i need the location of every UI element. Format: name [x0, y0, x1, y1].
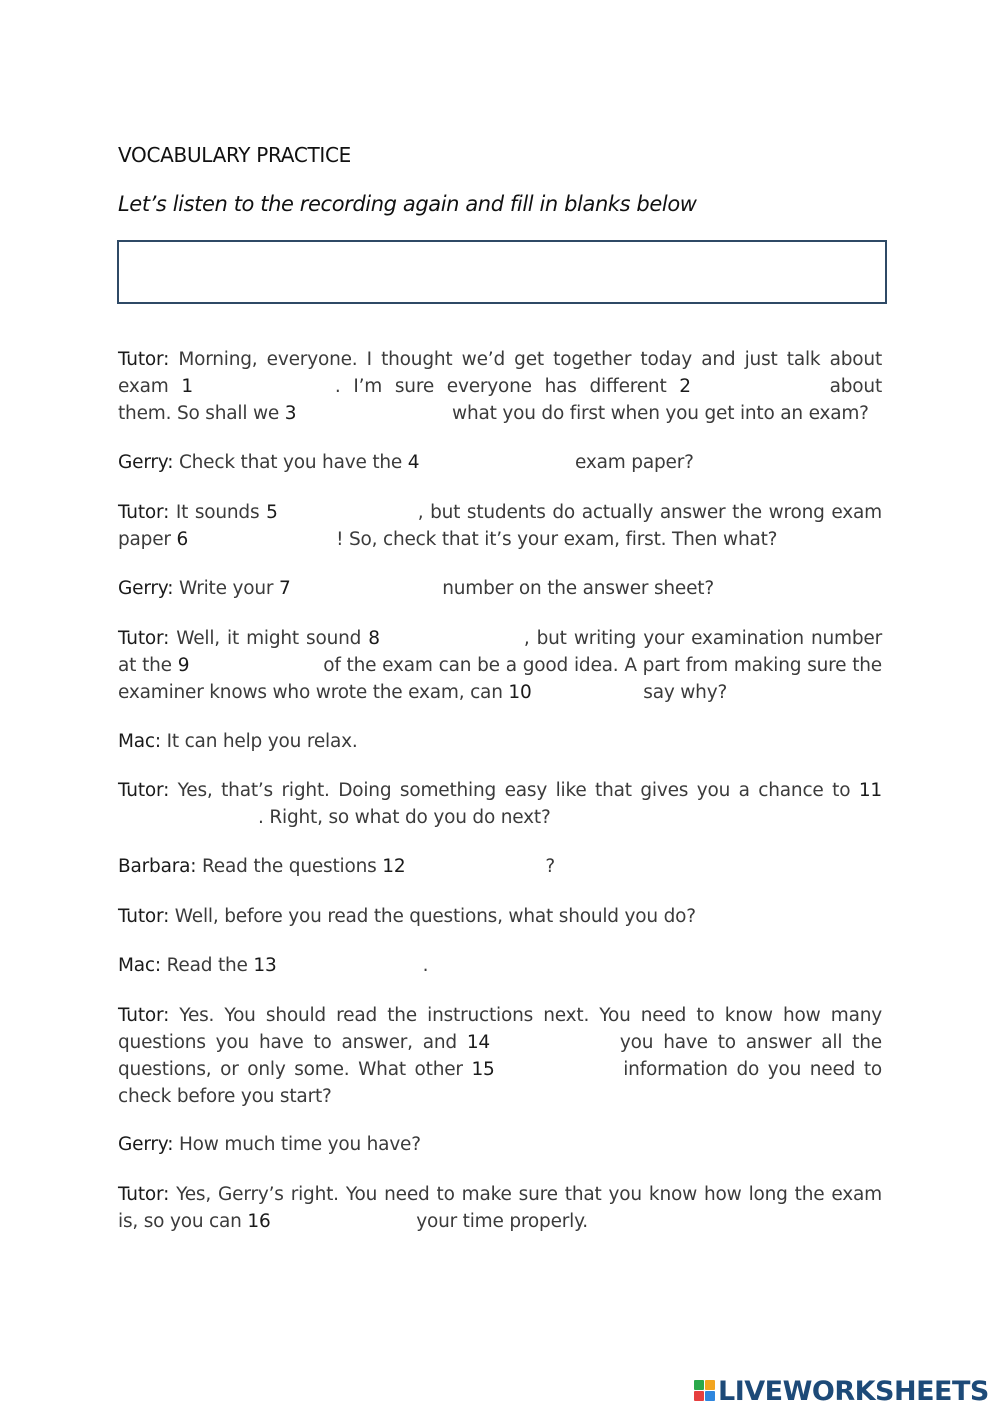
blank-field[interactable]: [189, 657, 317, 679]
dialogue-line: [118, 728, 882, 755]
answer-input-box[interactable]: [117, 240, 887, 304]
blank-number: 14: [466, 1032, 490, 1053]
blank-number: 15: [471, 1059, 495, 1080]
dialogue-line: [118, 625, 882, 706]
dialogue-line: [118, 499, 882, 553]
blank-field[interactable]: [193, 378, 335, 400]
speaker-name: Tutor:: [118, 502, 170, 523]
blank-field[interactable]: [495, 1061, 615, 1083]
line-text: Yes, Gerry’s right. You need to make sure that you know how long the exam is, so you can: [118, 1184, 882, 1232]
blank-field[interactable]: [490, 1034, 610, 1056]
line-text: Yes. You should read the instructions next. You need to know how many questions you have to answer, and: [118, 1005, 882, 1053]
line-text: ! So, check that it’s your exam, first. Then what?: [336, 529, 778, 550]
line-text: of the exam can be a good idea. A part from making sure the examiner knows who wrote the exam, can: [118, 655, 882, 703]
liveworksheets-logo-icon: [694, 1380, 716, 1402]
line-text: Well, it might sound: [176, 628, 362, 649]
speaker-name: Tutor:: [118, 780, 170, 801]
line-text: about them. So shall we: [118, 376, 883, 424]
line-text: It sounds: [175, 502, 260, 523]
line-text: , but writing your examination number at the: [118, 628, 882, 676]
line-text: . I’m sure everyone has different: [334, 376, 667, 397]
blank-field[interactable]: [188, 531, 336, 553]
line-text: , but students do actually answer the wrong exam paper: [118, 502, 882, 550]
blank-number: 5: [266, 502, 278, 523]
speaker-name: Tutor:: [118, 628, 170, 649]
blank-number: 8: [368, 628, 380, 649]
blank-number: 1: [181, 376, 193, 397]
line-text: . Right, so what do you do next?: [258, 807, 551, 828]
blank-field[interactable]: [278, 504, 418, 526]
speaker-name: Tutor:: [118, 1184, 170, 1205]
blank-number: 4: [407, 452, 420, 473]
dialogue-line: [118, 575, 882, 602]
dialogue-line: [118, 1002, 882, 1110]
speaker-name: Mac:: [118, 955, 161, 976]
dialogue-line: [118, 1181, 882, 1235]
line-text: Well, before you read the questions, what should you do?: [174, 906, 696, 927]
dialogue-line: [118, 952, 882, 979]
line-text: Morning, everyone. I thought we’d get together today and just talk about exam: [118, 349, 882, 397]
line-text: Write your: [178, 578, 274, 599]
speaker-name: Tutor:: [118, 349, 170, 370]
blank-number: 16: [247, 1211, 271, 1232]
line-text: your time properly.: [416, 1211, 588, 1232]
instruction-text: Let’s listen to the recording again and fill in blanks below: [118, 192, 697, 216]
line-text: exam paper?: [575, 452, 694, 473]
blank-number: 2: [679, 376, 691, 397]
blank-number: 6: [176, 529, 189, 550]
line-text: Yes, that’s right. Doing something easy like that gives you a chance to: [177, 780, 851, 801]
line-text: number on the answer sheet?: [442, 578, 714, 599]
dialogue-line: [118, 1131, 882, 1158]
line-text: It can help you relax.: [166, 731, 358, 752]
speaker-name: Gerry:: [118, 1134, 174, 1155]
line-text: .: [422, 955, 429, 976]
dialogue-line: [118, 777, 882, 831]
speaker-name: Gerry:: [118, 452, 174, 473]
dialogue-line: [118, 853, 882, 880]
line-text: ?: [545, 856, 556, 877]
blank-field[interactable]: [532, 684, 638, 706]
speaker-name: Mac:: [118, 731, 161, 752]
blank-number: 13: [253, 955, 277, 976]
blank-number: 3: [284, 403, 297, 424]
line-text: Check that you have the: [178, 452, 403, 473]
page-title: VOCABULARY PRACTICE: [118, 143, 352, 167]
speaker-name: Tutor:: [118, 1005, 170, 1026]
blank-number: 9: [177, 655, 190, 676]
blank-field[interactable]: [691, 378, 817, 400]
line-text: Read the: [166, 955, 248, 976]
speaker-name: Barbara:: [118, 856, 197, 877]
blank-number: 12: [382, 856, 406, 877]
dialogue-line: [118, 346, 882, 427]
brand-logo: [694, 1374, 989, 1408]
blank-field[interactable]: [380, 630, 524, 652]
speaker-name: Tutor:: [118, 906, 170, 927]
blank-field[interactable]: [419, 454, 569, 476]
blank-number: 10: [508, 682, 532, 703]
blank-field[interactable]: [118, 809, 258, 831]
blank-field[interactable]: [271, 1213, 411, 1235]
dialogue-line: [118, 903, 882, 930]
brand-name: LIVEWORKSHEETS: [718, 1375, 989, 1407]
line-text: How much time you have?: [178, 1134, 421, 1155]
blank-field[interactable]: [291, 580, 437, 602]
blank-field[interactable]: [405, 858, 545, 880]
blank-number: 11: [858, 780, 882, 801]
blank-field[interactable]: [296, 405, 446, 427]
line-text: say why?: [643, 682, 728, 703]
dialogue-line: [118, 449, 882, 476]
line-text: information do you need to check before you start?: [118, 1059, 882, 1107]
speaker-name: Gerry:: [118, 578, 174, 599]
blank-field[interactable]: [277, 957, 423, 979]
line-text: what you do first when you get into an exam?: [452, 403, 869, 424]
line-text: you have to answer all the questions, or only some. What other: [118, 1032, 882, 1080]
line-text: Read the questions: [201, 856, 377, 877]
blank-number: 7: [278, 578, 291, 599]
